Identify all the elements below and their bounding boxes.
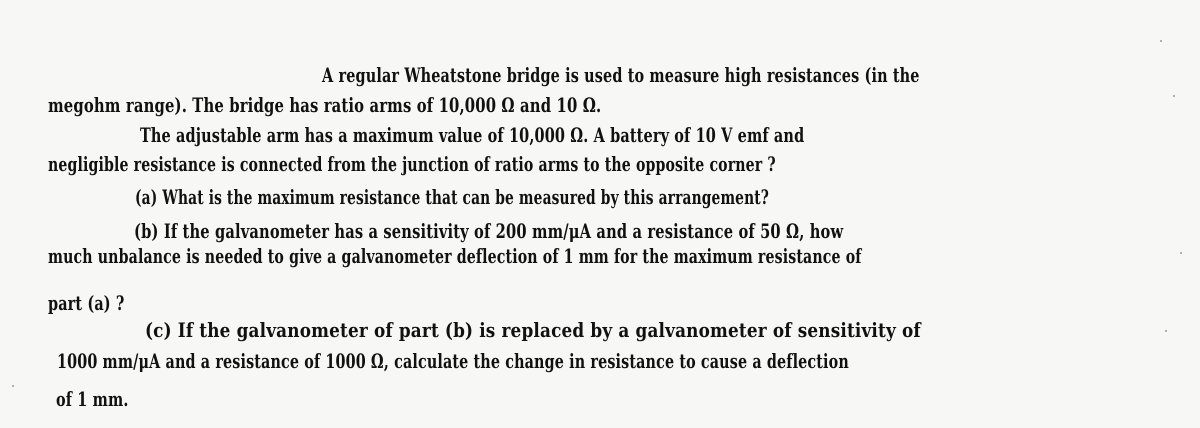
problem-line-2: megohm range). The bridge has ratio arms of 10,000 Ω and 10 Ω.	[48, 93, 602, 117]
problem-line-11: of 1 mm.	[56, 387, 129, 411]
problem-line-3: The adjustable arm has a maximum value of 10,000 Ω. A battery of 10 V emf and	[140, 123, 805, 147]
problem-line-10: 1000 mm/μA and a resistance of 1000 Ω, calculate the change in resistance to cause a deflection	[57, 349, 849, 373]
problem-part-a: (a) What is the maximum resistance that can be measured by this arrangement?	[135, 185, 770, 209]
scan-speck	[1180, 252, 1182, 254]
scan-speck	[1173, 95, 1175, 97]
scan-speck	[1165, 330, 1167, 332]
problem-part-c: (c) If the galvanometer of part (b) is replaced by a galvanometer of sensitivity of	[145, 318, 921, 342]
problem-line-1: A regular Wheatstone bridge is used to measure high resistances (in the	[322, 63, 920, 87]
problem-part-b: (b) If the galvanometer has a sensitivity of 200 mm/μA and a resistance of 50 Ω, how	[134, 219, 844, 243]
problem-line-8: part (a) ?	[48, 291, 125, 315]
problem-line-4: negligible resistance is connected from the junction of ratio arms to the opposite corner ?	[48, 152, 776, 176]
scan-speck	[1160, 40, 1162, 42]
scan-speck	[12, 385, 14, 387]
problem-line-7: much unbalance is needed to give a galvanometer deflection of 1 mm for the maximum resistance of	[48, 244, 862, 268]
